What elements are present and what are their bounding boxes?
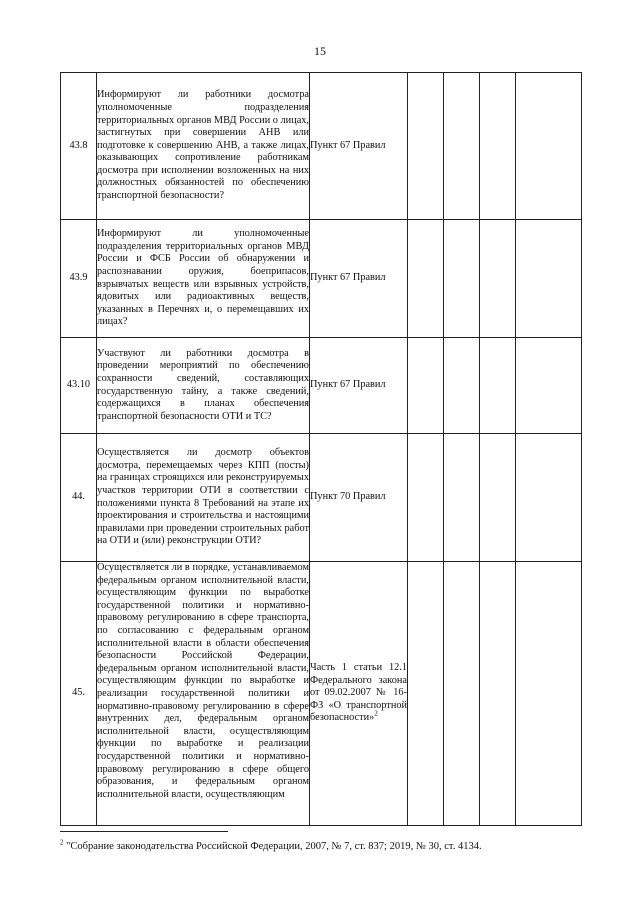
footnote-divider — [60, 831, 228, 832]
row-number: 44. — [61, 434, 97, 562]
comment-cell — [516, 220, 582, 338]
footnote-marker: 2 — [60, 838, 64, 847]
row-reference: Пункт 67 Правил — [310, 73, 408, 220]
row-number: 43.10 — [61, 338, 97, 434]
row-reference: Пункт 67 Правил — [310, 220, 408, 338]
footnote-text: "Собрание законодательства Российской Федерации, 2007, № 7, ст. 837; 2019, № 30, ст. 4134. — [66, 841, 482, 852]
checklist-table — [60, 72, 582, 826]
answer-cell — [480, 562, 516, 826]
answer-cell — [408, 434, 444, 562]
row-question: Осуществляется ли досмотр объектов досмотра, перемещаемых через КПП (посты) на границах строящихся или реконструируемых участков территории ОТИ в соответствии с положениями пункта 8 Требований на этапе их проектирования и строительства и настоящими правилами при проведении строительных работ на ОТИ и (или) реконструкции ОТИ? — [97, 434, 310, 562]
row-question: Осуществляется ли в порядке, устанавливаемом федеральным органом исполнительной власти, осуществляющим функции по выработке государственной политики и нормативно-правовому регулированию в сфере транспорта, по согласованию с федеральным органом исполнительной власти в области обеспечения безопасности Российской Федерации, федеральным органом исполнительной власти, осуществляющим функции по выработке и реализации государственной политики и нормативно-правовому регулированию в сфере внутренних дел, федеральным органом исполнительной власти, осуществляющим функции по выработке и реализации государственной политики и нормативно-правовому регулированию в сфере общего образования, и федеральным органом исполнительной власти, осуществляющим — [97, 562, 310, 826]
answer-cell — [444, 220, 480, 338]
answer-cell — [480, 220, 516, 338]
page-number: 15 — [314, 44, 326, 58]
answer-cell — [408, 562, 444, 826]
answer-cell — [480, 434, 516, 562]
table-row — [61, 434, 582, 562]
answer-cell — [444, 434, 480, 562]
answer-cell — [408, 73, 444, 220]
reference-text: Часть 1 статьи 12.1 Федерального закона от 09.02.2007 № 16-ФЗ «О транспортной безопасности» — [310, 662, 407, 724]
table-row — [61, 562, 582, 826]
row-reference: Пункт 70 Правил — [310, 434, 408, 562]
answer-cell — [480, 338, 516, 434]
answer-cell — [444, 73, 480, 220]
table-row — [61, 338, 582, 434]
row-reference — [310, 562, 408, 826]
answer-cell — [408, 338, 444, 434]
comment-cell — [516, 73, 582, 220]
table-row — [61, 220, 582, 338]
answer-cell — [408, 220, 444, 338]
row-question: Информируют ли работники досмотра уполномоченные подразделения территориальных органов МВД России о лицах, застигнутых при совершении АНВ или подготовке к совершению АНВ, а также лицах, оказывающих сопротивление работникам досмотра при исполнении возложенных на них должностных обязанностей по обеспечению транспортной безопасности? — [97, 73, 310, 220]
row-number: 45. — [61, 562, 97, 826]
footnote — [60, 840, 600, 853]
comment-cell — [516, 338, 582, 434]
answer-cell — [480, 73, 516, 220]
answer-cell — [444, 562, 480, 826]
comment-cell — [516, 434, 582, 562]
answer-cell — [444, 338, 480, 434]
footnote-marker: 2 — [374, 709, 378, 718]
row-reference: Пункт 67 Правил — [310, 338, 408, 434]
table-row — [61, 73, 582, 220]
row-question: Участвуют ли работники досмотра в проведении мероприятий по обеспечению сохранности сведений, составляющих государственную тайну, а также сведений, содержащихся в планах обеспечения транспортной безопасности ОТИ и ТС? — [97, 338, 310, 434]
row-number: 43.8 — [61, 73, 97, 220]
row-question: Информируют ли уполномоченные подразделения территориальных органов МВД России и ФСБ России об обнаружении и распознавании оружия, боеприпасов, взрывчатых веществ или взрывных устройств, ядовитых или радиоактивных веществ, указанных в Перечнях и, о перемещавших их лицах? — [97, 220, 310, 338]
row-number: 43.9 — [61, 220, 97, 338]
comment-cell — [516, 562, 582, 826]
